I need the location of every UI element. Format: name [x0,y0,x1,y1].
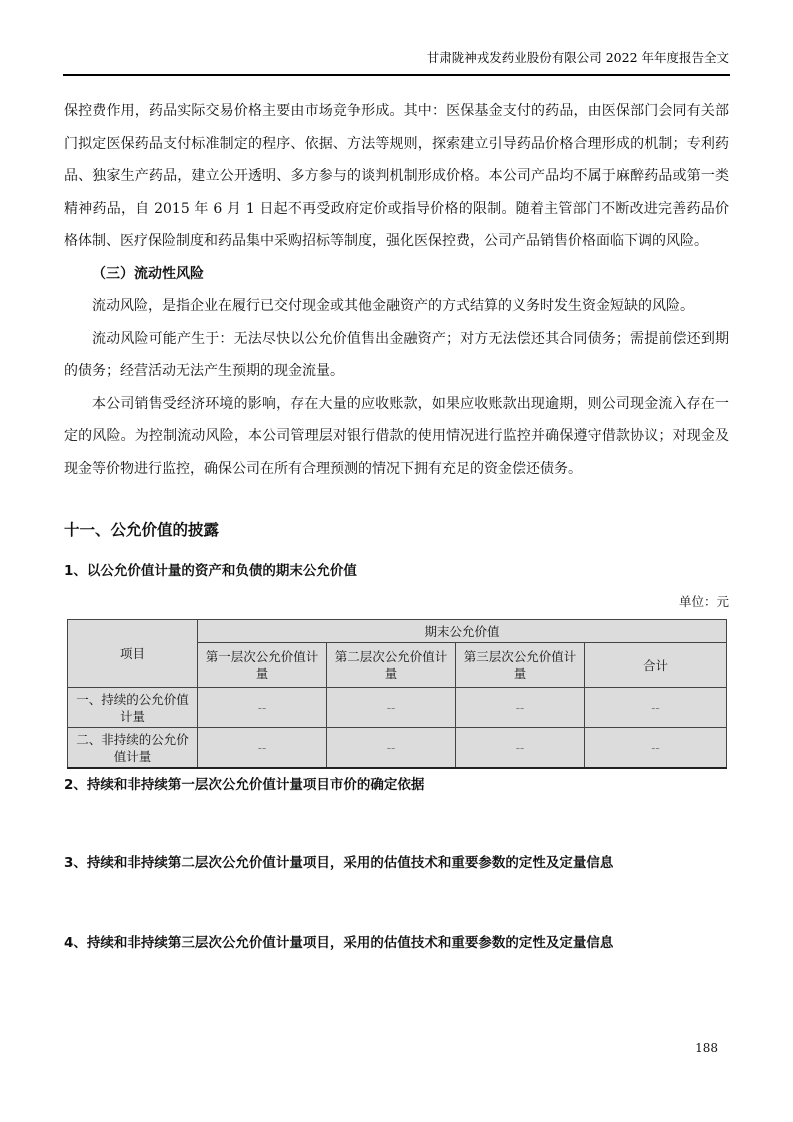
subheading-1-fair-value-period-end: 1、以公允价值计量的资产和负债的期末公允价值 [64,563,357,579]
header-divider [63,74,730,76]
section-heading-liquidity-risk: （三）流动性风险 [92,265,204,282]
table-row-non-continuous [68,728,727,769]
cell-value: -- [585,688,727,728]
table-header-level1: 第一层次公允价值计量 [198,643,327,688]
cell-value: -- [456,728,585,769]
table-header-level3: 第三层次公允价值计量 [456,643,585,688]
cell-value: -- [198,728,327,769]
body-text [64,95,729,485]
paragraph-liquidity-definition: 流动风险，是指企业在履行已交付现金或其他金融资产的方式结算的义务时发生资金短缺的风险。 [92,298,694,314]
paragraph-liquidity-control: 本公司销售受经济环境的影响，存在大量的应收账款，如果应收账款出现逾期，则公司现金流入存在一定的风险。为控制流动风险，本公司管理层对银行借款的使用情况进行监控并确保遵守借款协议；对现金及现金等价物进行监控，确保公司在所有合理预测的情况下拥有充足的资金偿还债务。 [64,395,729,477]
table-header-total: 合计 [585,643,727,688]
cell-value: -- [327,728,456,769]
subheading-3-level2-valuation: 3、持续和非持续第二层次公允价值计量项目，采用的估值技术和重要参数的定性及定量信息 [64,855,614,871]
table-header-level2: 第二层次公允价值计量 [327,643,456,688]
page-header-title: 甘肃陇神戎发药业股份有限公司 2022 年年度报告全文 [426,50,729,65]
unit-label: 单位：元 [678,594,729,609]
cell-value: -- [585,728,727,769]
cell-value: -- [456,688,585,728]
cell-value: -- [327,688,456,728]
table-header-period-end-fair-value: 期末公允价值 [198,620,727,643]
cell-value: -- [198,688,327,728]
paragraph-liquidity-sources: 流动风险可能产生于：无法尽快以公允价值售出金融资产；对方无法偿还其合同债务；需提前偿还到期的债务；经营活动无法产生预期的现金流量。 [64,330,729,379]
section-heading-fair-value-disclosure: 十一、公允价值的披露 [64,521,220,539]
table-row-continuous [68,688,727,728]
subheading-4-level3-valuation: 4、持续和非持续第三层次公允价值计量项目，采用的估值技术和重要参数的定性及定量信息 [64,935,614,951]
paragraph-drug-pricing: 保控费作用，药品实际交易价格主要由市场竞争形成。其中：医保基金支付的药品，由医保部门会同有关部门拟定医保药品支付标准制定的程序、依据、方法等规则，探索建立引导药品价格合理形成的机制；专利药品、独家生产药品，建立公开透明、多方参与的谈判机制形成价格。本公司产品均不属于麻醉药品或第一类精神药品，自 2015 年 6 月 1 日起不再受政府定价或指导价格的限制。随着主管部门不断改进完善药品价格体制、医疗保险制度和药品集中采购招标等制度，强化医保控费，公司产品销售价格面临下调的风险。 [64,103,729,249]
row-label-non-continuous: 二、非持续的公允价值计量 [68,728,198,769]
table-header-item: 项目 [68,620,198,688]
row-label-continuous: 一、持续的公允价值计量 [68,688,198,728]
page-number: 188 [695,1041,718,1055]
table-header-row-group [68,620,727,643]
fair-value-table [67,619,727,769]
subheading-2-level1-basis: 2、持续和非持续第一层次公允价值计量项目市价的确定依据 [64,777,425,793]
